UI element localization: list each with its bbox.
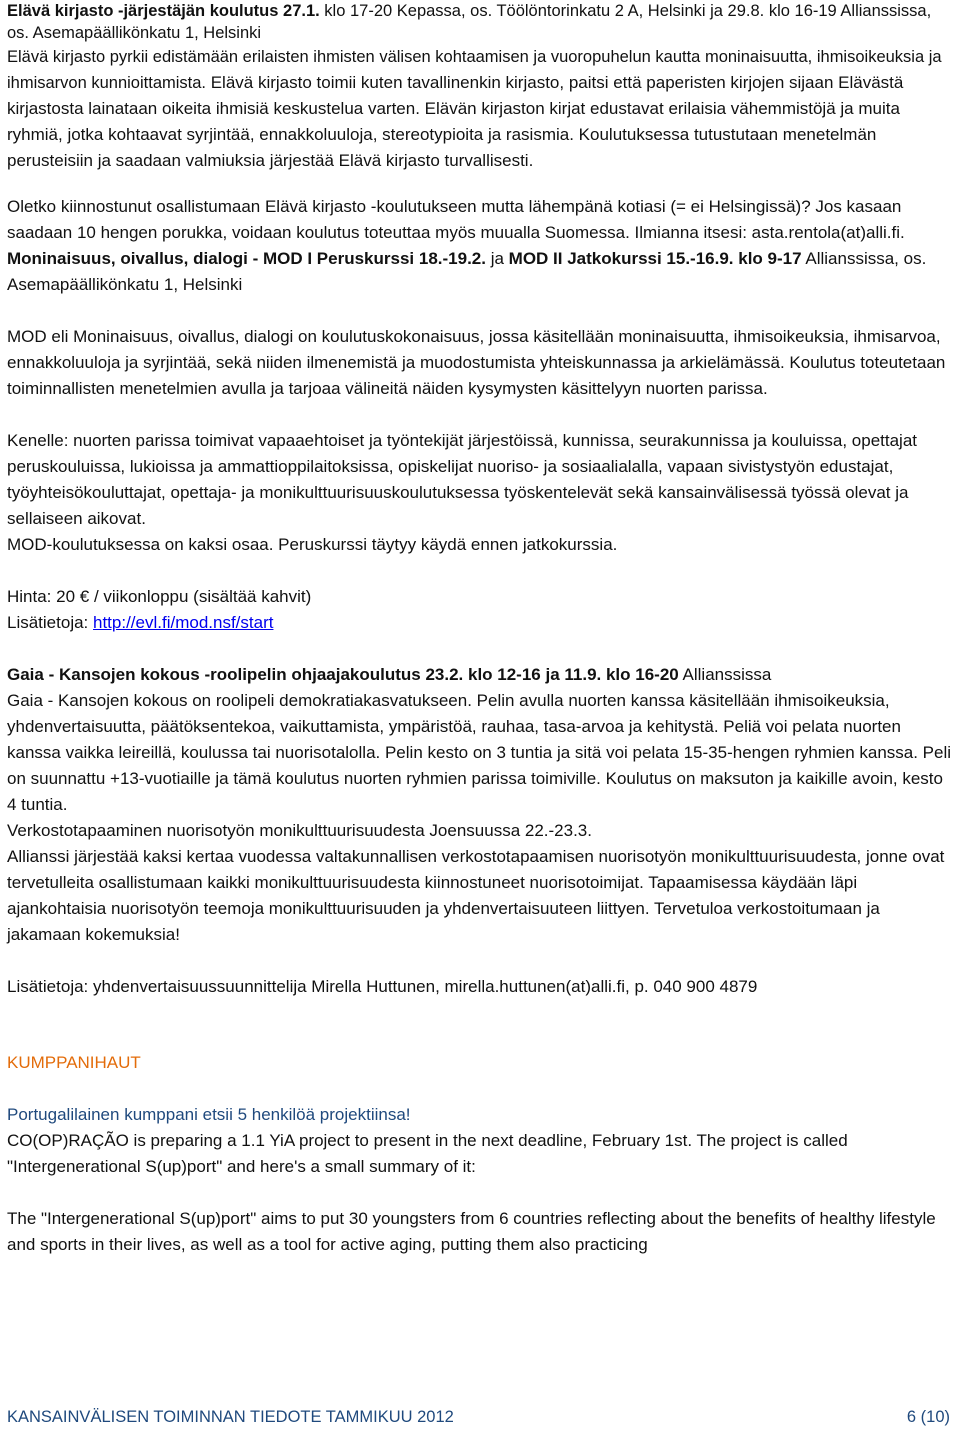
footer-title: KANSAINVÄLISEN TOIMINNAN TIEDOTE TAMMIKUU 2012 xyxy=(7,1408,454,1426)
mod-target-audience: Kenelle: nuorten parissa toimivat vapaaehtoiset ja työntekijät järjestöissä, kunnissa, seurakunnissa ja kouluissa, opettajat peruskouluissa, lukioissa ja ammattioppilaitoksissa, opiskelijat nuoriso- ja sosiaalialalla, vapaan sivistystyön edustajat, työyhteisökouluttajat, opettaja- ja monikulttuurisuuskoulutuksessa työskentelevät sekä kansainvälisessä työssä olevat ja sellaiseen aikovat. xyxy=(7,431,918,528)
mod-heading-bold-2: MOD II Jatkokurssi 15.-16.9. klo 9-17 xyxy=(508,249,802,268)
spacer xyxy=(7,558,953,584)
mod-more-info xyxy=(7,610,953,636)
mod-description: MOD eli Moninaisuus, oivallus, dialogi on koulutuskokonaisuus, jossa käsitellään moninaisuutta, ihmisoikeuksia, ihmisarvoa, ennakkoluuloja ja syrjintää, sekä niiden ilmenemistä ja muodostumista yhteiskunnassa ja arkielämässä. Koulutus toteutetaan toiminnallisten menetelmien avulla ja tarjoaa välineitä näiden kysymysten käsittelyyn nuorten parissa. xyxy=(7,327,946,398)
spacer xyxy=(7,1000,953,1050)
gaia-heading-bold: Gaia - Kansojen kokous -roolipelin ohjaajakoulutus 23.2. klo 12-16 ja 11.9. klo 16-20 xyxy=(7,665,679,684)
document-page xyxy=(7,0,953,1258)
portugal-partner-subheading: Portugalilainen kumppani etsii 5 henkilöä projektiinsa! xyxy=(7,1105,411,1124)
elava-kirjasto-description xyxy=(7,44,953,174)
mod-info-label: Lisätietoja: xyxy=(7,613,93,632)
elava-interest-paragraph: Oletko kiinnostunut osallistumaan Elävä kirjasto -koulutukseen mutta lähempänä kotiasi (= ei Helsingissä)? Jos kasaan saadaan 10 hengen porukka, voidaan koulutus toteuttaa myös muualla Suomessa. Ilmianna itsesi: asta.rentola(at)alli.fi. xyxy=(7,197,905,242)
partner-summary: The "Intergenerational S(up)port" aims to put 30 youngsters from 6 countries reflecting about the benefits of healthy lifestyle and sports in their lives, as well as a tool for active aging, putting them also practicing xyxy=(7,1209,936,1254)
spacer xyxy=(7,1076,953,1102)
mod-heading-location: Allianssissa, os. Asemapäällikönkatu 1, Helsinki xyxy=(7,249,927,294)
mod-heading-ja: ja xyxy=(485,249,509,268)
mod-heading xyxy=(7,246,953,298)
mod-info-link[interactable]: http://evl.fi/mod.nsf/start xyxy=(93,613,274,632)
verkosto-description: Allianssi järjestää kaksi kertaa vuodessa valtakunnallisen verkostotapaamisen nuorisotyön monikulttuurisuudesta, jonne ovat tervetulleita osallistumaan kaikki monikulttuurisuudesta kiinnostuneet nuorisotoimijat. Tapaamisessa käydään läpi ajankohtaisia nuorisotyön teemoja monikulttuurisuuden ja yhdenvertaisuuteen liittyen. Tervetuloa verkostoitumaan ja jakamaan kokemuksia! xyxy=(7,847,945,944)
partner-intro: CO(OP)RAÇÃO is preparing a 1.1 YiA project to present in the next deadline, February 1st. The project is called "Intergenerational S(up)port" and here's a small summary of it: xyxy=(7,1131,848,1176)
footer-page-number: 6 (10) xyxy=(906,1408,950,1426)
elava-heading-details: klo 17-20 Kepassa, os. Töölöntorinkatu 2 A, Helsinki ja 29.8. klo 16-19 Allianssissa, os. Asemapäällikönkatu 1, Helsinki xyxy=(7,2,932,42)
mod-price: Hinta: 20 € / viikonloppu (sisältää kahvit) xyxy=(7,587,312,606)
mod-heading-bold-1: Moninaisuus, oivallus, dialogi - MOD I Peruskurssi 18.-19.2. xyxy=(7,249,486,268)
page-footer xyxy=(7,1404,950,1430)
gaia-heading xyxy=(7,662,953,688)
elava-description-lead: Elävä kirjasto pyrkii edistämään erilaisten ihmisten välisen kohtaamisen ja vuoropuhelun kautta moninaisuutta, ihmisoikeuksia ja ihmisarvon kunnioittamista. xyxy=(7,48,942,92)
spacer xyxy=(7,298,953,324)
elava-heading-bold: Elävä kirjasto -järjestäjän koulutus 27.1. xyxy=(7,2,320,20)
elava-kirjasto-heading xyxy=(7,0,953,44)
gaia-heading-location: Allianssissa xyxy=(678,665,772,684)
spacer xyxy=(7,402,953,428)
verkosto-contact: Lisätietoja: yhdenvertaisuussuunnittelija Mirella Huttunen, mirella.huttunen(at)alli.fi, p. 040 900 4879 xyxy=(7,977,758,996)
spacer xyxy=(7,1180,953,1206)
elava-description-rest: Elävä kirjasto toimii kuten tavallinenkin kirjasto, paitsi että paperisten kirjojen sijaan Elävästä kirjastosta lainataan oikeita ihmisiä keskustelua varten. Elävän kirjaston kirjat edustavat erilaisia vähemmistöjä ja muita ryhmiä, jotka kohtaavat syrjintää, ennakkoluuloja, stereotypioita ja rasismia. Koulutuksessa tutustutaan menetelmän perusteisiin ja saadaan valmiuksia järjestää Elävä kirjasto turvallisesti. xyxy=(7,73,904,170)
spacer xyxy=(7,636,953,662)
kumppanihaut-heading: KUMPPANIHAUT xyxy=(7,1053,141,1072)
mod-parts-note: MOD-koulutuksessa on kaksi osaa. Peruskurssi täytyy käydä ennen jatkokurssia. xyxy=(7,535,618,554)
gaia-description: Gaia - Kansojen kokous on roolipeli demokratiakasvatukseen. Pelin avulla nuorten kanssa käsitellään ihmisoikeuksia, yhdenvertaisuutta, päätöksentekoa, vaikuttamista, ympäristöä, rauhaa, tasa-arvoa ja kehitystä. Peliä voi pelata nuorten kanssa vaikka leireillä, koulussa tai nuorisotalolla. Pelin kesto on 3 tuntia ja sitä voi pelata 15-35-hengen ryhmien kanssa. Peli on suunnattu +13-vuotiaille ja tämä koulutus nuorten ryhmien parissa toimiville. Koulutus on maksuton ja kaikille avoin, kesto 4 tuntia. xyxy=(7,691,952,814)
verkosto-title: Verkostotapaaminen nuorisotyön monikulttuurisuudesta Joensuussa 22.-23.3. xyxy=(7,821,592,840)
spacer xyxy=(7,174,953,194)
spacer xyxy=(7,948,953,974)
